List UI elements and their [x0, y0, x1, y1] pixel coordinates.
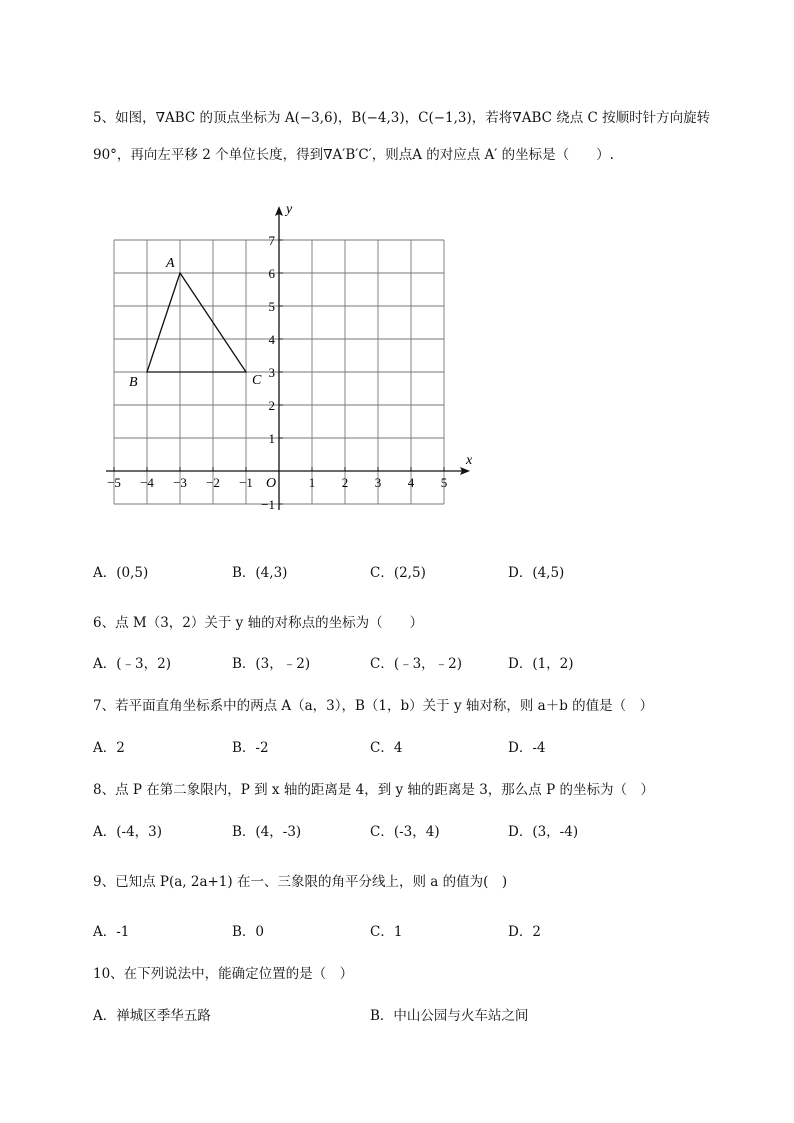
y-tick-label: 4 [268, 332, 275, 347]
x-tick-label: 2 [341, 475, 349, 490]
q5-option-a[interactable]: A．(0,5) [93, 565, 149, 581]
y-axis-label: y [286, 202, 293, 217]
x-tick-label: −5 [107, 475, 121, 490]
q6-option-b[interactable]: B．(3，﹣2) [232, 656, 311, 672]
y-tick-label: 2 [268, 398, 275, 413]
vertex-label-a: A [166, 256, 175, 271]
x-axis-label: x [466, 453, 473, 468]
triangle-outline [147, 273, 246, 372]
q8-option-a[interactable]: A．(-4，3) [93, 824, 163, 840]
y-tick-label: 5 [268, 299, 275, 314]
x-tick-label: −4 [140, 475, 154, 490]
y-tick-label: −1 [261, 497, 275, 512]
q6-option-a[interactable]: A．(﹣3，2) [93, 656, 171, 672]
vertex-label-b: B [129, 375, 138, 390]
x-tick-label: 1 [308, 475, 316, 490]
q9-option-a[interactable]: A．-1 [93, 924, 130, 940]
y-tick-label: 3 [268, 365, 275, 380]
y-tick-label: 7 [268, 233, 275, 248]
q6-option-c[interactable]: C．(﹣3，﹣2) [370, 656, 463, 672]
q8-option-d[interactable]: D．(3，-4) [508, 824, 579, 840]
x-tick-label: −1 [239, 475, 253, 490]
q5-option-c[interactable]: C．(2,5) [370, 565, 426, 581]
triangle-abc [129, 256, 262, 390]
q8-text: 8、点 P 在第二象限内，P 到 x 轴的距离是 4，到 y 轴的距离是 3，那么点 P 的坐标为（ ） [93, 782, 654, 798]
q6-text: 6、点 M（3，2）关于 y 轴的对称点的坐标为（ ） [93, 615, 424, 631]
q9-option-d[interactable]: D．2 [508, 924, 541, 940]
q10-option-b[interactable]: B．中山公园与火车站之间 [370, 1008, 529, 1024]
q6-option-d[interactable]: D．(1，2) [508, 656, 574, 672]
vertex-label-c: C [252, 373, 262, 388]
q7-text: 7、若平面直角坐标系中的两点 A（a，3），B（1，b）关于 y 轴对称，则 a＋b 的值是（ ） [93, 698, 654, 714]
q5-option-b[interactable]: B．(4,3) [232, 565, 288, 581]
q9-text: 9、已知点 P(a, 2a+1) 在一、三象限的角平分线上，则 a 的值为( ) [93, 874, 508, 890]
q5-text-line1: 5、如图，∇ABC 的顶点坐标为 A(−3,6)，B(−4,3)，C(−1,3)，若将∇ABC 绕点 C 按顺时针方向旋转 [93, 110, 711, 126]
y-tick-label: 1 [268, 431, 275, 446]
x-tick-label: −3 [173, 475, 187, 490]
q7-option-b[interactable]: B．-2 [232, 740, 269, 756]
coordinate-figure [100, 198, 480, 518]
q10-option-a[interactable]: A．禅城区季华五路 [93, 1008, 211, 1024]
q8-option-b[interactable]: B．(4，-3) [232, 824, 302, 840]
q10-text: 10、在下列说法中，能确定位置的是（ ） [93, 966, 354, 982]
y-tick-label: 6 [268, 266, 275, 281]
q9-option-c[interactable]: C．1 [370, 924, 403, 940]
origin-label: O [266, 476, 277, 491]
x-tick-label: 3 [374, 475, 382, 490]
x-tick-label: 4 [407, 475, 415, 490]
x-tick-label: −2 [206, 475, 220, 490]
q5-text-line2: 90°，再向左平移 2 个单位长度，得到∇A′B′C′，则点A 的对应点 A′ 的坐标是（ ）. [93, 147, 614, 163]
x-tick-label: 5 [440, 475, 448, 490]
q7-option-c[interactable]: C．4 [370, 740, 403, 756]
q5-option-d[interactable]: D．(4,5) [508, 565, 565, 581]
q8-option-c[interactable]: C．(-3，4) [370, 824, 440, 840]
axes [106, 202, 473, 510]
q7-option-a[interactable]: A．2 [93, 740, 125, 756]
q7-option-d[interactable]: D．-4 [508, 740, 546, 756]
q9-option-b[interactable]: B．0 [232, 924, 265, 940]
